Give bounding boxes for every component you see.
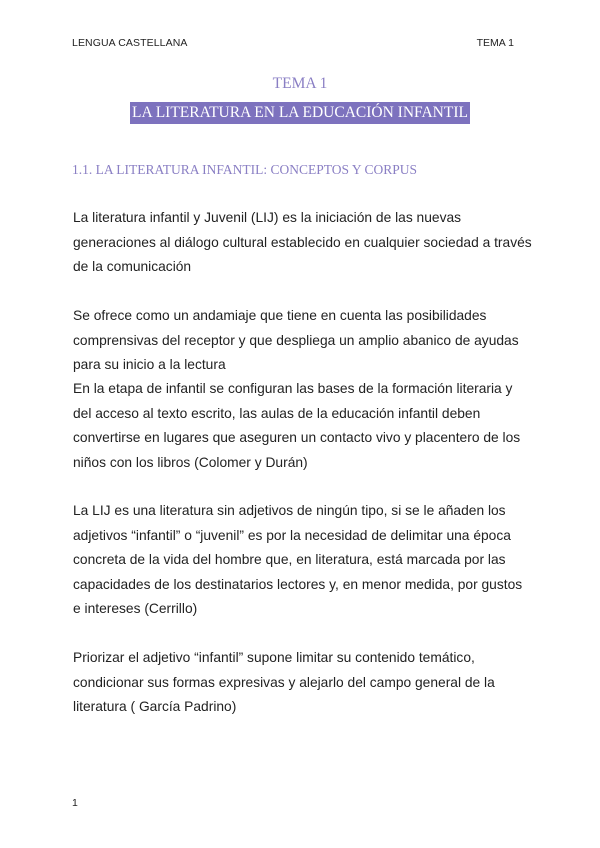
- page-number: 1: [72, 797, 78, 809]
- paragraph-2: Se ofrece como un andamiaje que tiene en cuenta las posibilidades comprensivas del receptor y que despliega un amplio abanico de ayudas para su inicio a la lectura: [73, 308, 519, 372]
- header-subject: LENGUA CASTELLANA: [72, 37, 188, 49]
- document-subtitle-wrapper: [0, 102, 600, 124]
- paragraph-3: En la etapa de infantil se configuran las bases de la formación literaria y del acceso al texto escrito, las aulas de la educación infantil deben convertirse en lugares que aseguren un contacto vivo y placentero de los niños con los libros (Colomer y Durán): [73, 381, 521, 470]
- paragraph-5: Priorizar el adjetivo “infantil” supone limitar su contenido temático, condicionar sus formas expresivas y alejarlo del campo general de la literatura ( García Padrino): [73, 650, 495, 714]
- paragraph-4: La LIJ es una literatura sin adjetivos de ningún tipo, si se le añaden los adjetivos “infantil” o “juvenil” es por la necesidad de delimitar una época concreta de la vida del hombre que, en literatura, está marcada por las capacidades de los destinatarios lectores y, en menor medida, por gustos e intereses (Cerrillo): [73, 503, 523, 616]
- paragraph-1: La literatura infantil y Juvenil (LIJ) es la iniciación de las nuevas generaciones al diálogo cultural establecido en cualquier sociedad a través de la comunicación: [73, 210, 532, 274]
- section-heading: 1.1. LA LITERATURA INFANTIL: CONCEPTOS Y CORPUS: [72, 162, 418, 177]
- document-subtitle: LA LITERATURA EN LA EDUCACIÓN INFANTIL: [130, 102, 470, 124]
- document-title: TEMA 1: [272, 75, 328, 92]
- header-topic: TEMA 1: [476, 37, 514, 49]
